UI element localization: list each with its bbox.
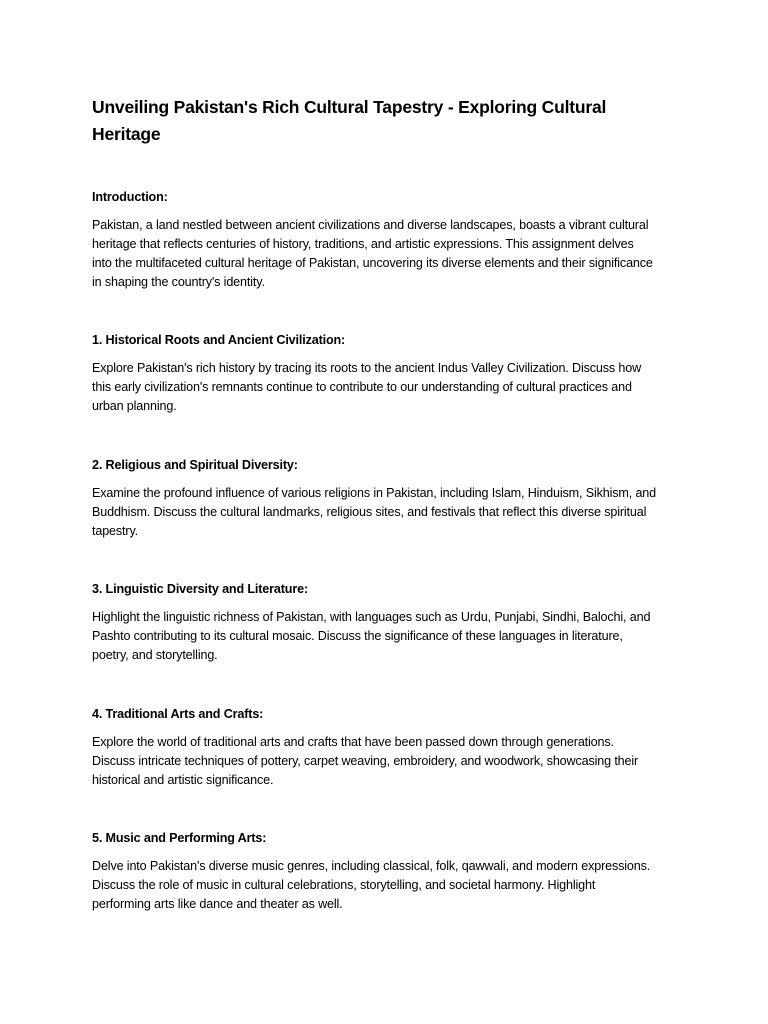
paragraph-line: Highlight the linguistic richness of Pakistan, with languages such as Urdu, Punjabi, Sindhi, Balochi, and <box>92 610 651 624</box>
title-line: Unveiling Pakistan's Rich Cultural Tapestry - Exploring Cultural <box>92 97 607 117</box>
paragraph-line: heritage that reflects centuries of history, traditions, and artistic expressions. This assignment delves <box>92 237 634 251</box>
section-paragraph-historical-roots <box>92 359 692 416</box>
paragraph-line: Pashto contributing to its cultural mosaic. Discuss the significance of these languages in literature, <box>92 629 623 643</box>
section-heading-religious-diversity: 2. Religious and Spiritual Diversity: <box>92 458 298 472</box>
paragraph-line: Discuss the role of music in cultural celebrations, storytelling, and societal harmony. Highlight <box>92 878 596 892</box>
paragraph-line: tapestry. <box>92 524 139 538</box>
section-heading-linguistic-diversity: 3. Linguistic Diversity and Literature: <box>92 582 308 596</box>
section-paragraph-religious-diversity <box>92 484 692 541</box>
title-line: Heritage <box>92 124 161 144</box>
section-paragraph-traditional-arts <box>92 733 692 790</box>
section-heading-historical-roots: 1. Historical Roots and Ancient Civilization: <box>92 333 346 347</box>
paragraph-line: Examine the profound influence of various religions in Pakistan, including Islam, Hinduism, Sikhism, and <box>92 486 657 500</box>
paragraph-line: Delve into Pakistan's diverse music genres, including classical, folk, qawwali, and modern expressions. <box>92 859 651 873</box>
paragraph-line: performing arts like dance and theater as well. <box>92 897 343 911</box>
paragraph-line: historical and artistic significance. <box>92 773 274 787</box>
paragraph-line: Pakistan, a land nestled between ancient civilizations and diverse landscapes, boasts a vibrant cultural <box>92 218 649 232</box>
paragraph-line: Buddhism. Discuss the cultural landmarks, religious sites, and festivals that reflect this diverse spiritual <box>92 505 647 519</box>
paragraph-line: this early civilization's remnants continue to contribute to our understanding of cultural practices and <box>92 380 632 394</box>
introduction-heading: Introduction: <box>92 190 168 204</box>
paragraph-line: Explore Pakistan's rich history by tracing its roots to the ancient Indus Valley Civilization. Discuss how <box>92 361 642 375</box>
paragraph-line: Discuss intricate techniques of pottery, carpet weaving, embroidery, and woodwork, showcasing their <box>92 754 639 768</box>
paragraph-line: poetry, and storytelling. <box>92 648 218 662</box>
paragraph-line: in shaping the country's identity. <box>92 275 265 289</box>
section-heading-music-performing-arts: 5. Music and Performing Arts: <box>92 831 267 845</box>
section-paragraph-linguistic-diversity <box>92 608 692 665</box>
introduction-paragraph <box>92 216 692 292</box>
section-paragraph-music-performing-arts <box>92 857 692 914</box>
section-heading-traditional-arts: 4. Traditional Arts and Crafts: <box>92 707 264 721</box>
paragraph-line: Explore the world of traditional arts and crafts that have been passed down through generations. <box>92 735 614 749</box>
paragraph-line: urban planning. <box>92 399 177 413</box>
document-title <box>92 94 692 148</box>
paragraph-line: into the multifaceted cultural heritage of Pakistan, uncovering its diverse elements and their significance <box>92 256 653 270</box>
